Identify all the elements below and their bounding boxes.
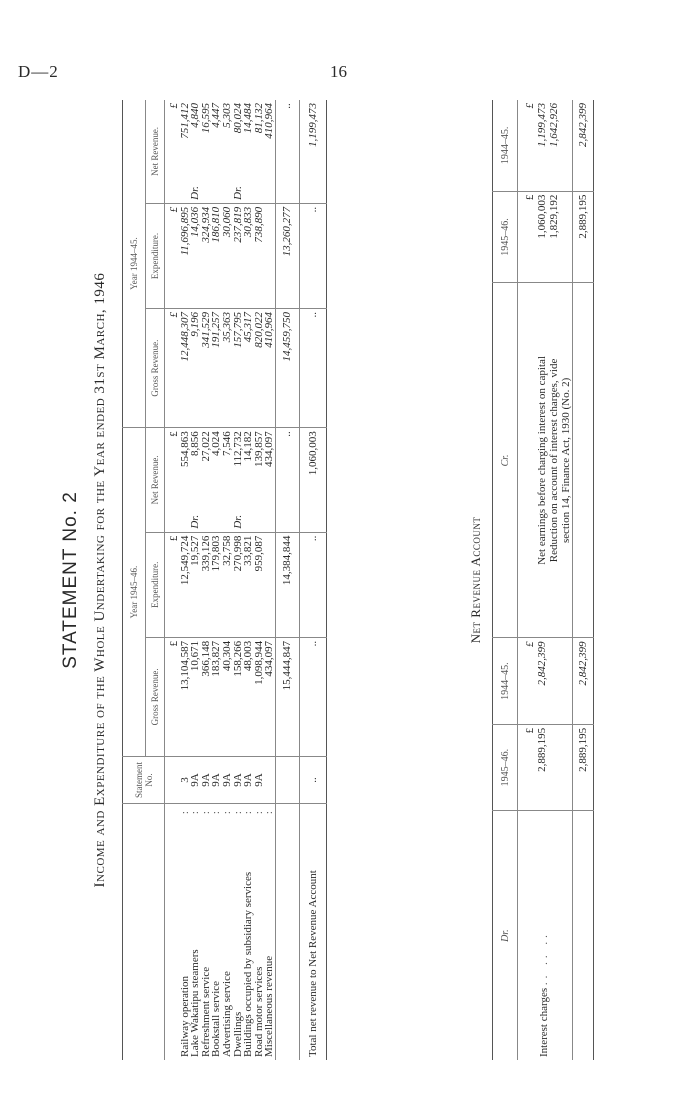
cr-1945-header: 1944–45. [493, 100, 518, 191]
expenditure-1946-value: 33,821 [242, 535, 255, 566]
interest-1946-cell: £ 2,889,195 [518, 724, 573, 810]
unit-symbol: £ [165, 203, 180, 308]
page-number: 16 [330, 62, 347, 81]
row-label-value: Lake Wakatipu steamers [189, 949, 202, 1057]
gross-1946-value: 183,827 [210, 640, 223, 677]
dr-1945-header: 1944–45. [493, 638, 518, 724]
dr-header: Dr. [493, 811, 518, 1060]
statement-title: STATEMENT No. 2 [60, 491, 81, 669]
income-expenditure-table [122, 100, 327, 1060]
expenditure-1945-value: 30,060 [220, 206, 233, 238]
row-label-value: Railway operation [178, 976, 191, 1057]
statement-no-value: 9A [220, 773, 233, 787]
net-revenue-1945-header: Net Revenue. [146, 100, 165, 203]
gross-1945-value: 9,196 [189, 312, 202, 337]
expenditure-1946-header: Expenditure. [146, 532, 165, 637]
cr-description: Net earnings before charging interest on capital Reduction on account of interest charges, vide section 14, Finance Act, 1930 (No. 2) [518, 283, 573, 638]
gross-1945-value: 820,022 [252, 312, 265, 348]
statement-no-value: 9A [252, 773, 265, 787]
gross-1946-value: 1,098,944 [252, 640, 265, 685]
row-label-value: Refreshment service [199, 966, 212, 1057]
total-expenditure-1946: 14,384,844 [275, 532, 299, 637]
debit-marker: Dr. [231, 514, 244, 529]
row-label: Lake Wakatipu steamers : [189, 807, 202, 1057]
expenditure-1945-value: 186,810 [210, 206, 223, 243]
row-label-value: Road motor services [252, 966, 265, 1057]
net-revenue-totals-row [573, 100, 594, 1060]
statement-subtitle: Income and Expenditure of the Whole Undertaking for the Year ended 31st March, 1946 [92, 272, 108, 888]
net-revenue-1946-header: Net Revenue. [146, 428, 165, 532]
table-row [222, 100, 233, 1060]
expenditure-1945-header: Expenditure. [146, 203, 165, 308]
expenditure-1946-value: 179,803 [210, 535, 223, 572]
debit-marker: Dr. [189, 186, 202, 200]
expenditure-1945 [254, 203, 265, 308]
gross-1946-value: 10,671 [189, 640, 202, 672]
total-gross-1945: 14,459,750 [275, 309, 299, 428]
net-1945-value: 410,964 [263, 103, 276, 139]
net-1945-value: 14,484 [242, 103, 255, 134]
expenditure-1946-value: 339,126 [199, 535, 212, 572]
gross-1946-value: 40,304 [220, 640, 233, 672]
net-1945-value: 80,024 [231, 103, 244, 134]
row-label: Dwellings : [231, 807, 244, 1057]
unit-symbol: £ [165, 532, 180, 637]
net-1945-value: 81,132 [252, 103, 265, 134]
net-1945 [264, 100, 275, 203]
gross-1946-value: 434,097 [263, 640, 276, 677]
cr-1946-cell: £ 1,060,003 1,829,192 [518, 191, 573, 283]
net-1946 [264, 428, 275, 532]
interest-1946: 2,889,195 [536, 727, 548, 772]
gross-1946 [264, 637, 275, 756]
gross-1945 [264, 309, 275, 428]
unit-symbol: £ [165, 428, 180, 532]
table-row [190, 100, 201, 1060]
cr-reduction-1945: 1,642,926 [548, 103, 560, 147]
unit-symbol: £ [165, 637, 180, 756]
net-revenue-account-table [492, 100, 594, 1060]
expenditure-1945-value: 324,934 [199, 206, 212, 243]
year-1945-46-header: Year 1945–46. [123, 428, 146, 757]
row-label: Railway operation : [178, 807, 191, 1057]
net-1946-value: 7,546 [220, 431, 233, 456]
row-label: Refreshment service : [199, 807, 212, 1057]
income-table-body [165, 100, 276, 1060]
gross-1946-value: 48,003 [242, 640, 255, 672]
expenditure-1946-value: 12,549,724 [178, 535, 191, 586]
expenditure-1946-value: 959,087 [252, 535, 265, 572]
dr-1946-header: 1945–46. [493, 724, 518, 810]
net-1945-value: 4,840 [189, 103, 202, 128]
gross-revenue-1946-header: Gross Revenue. [146, 637, 165, 756]
net-1946-value: 434,097 [263, 431, 276, 467]
document-code: D—2 [18, 62, 59, 81]
row-label: Bookstall service : [210, 807, 223, 1057]
cr-net-earnings-1946: 1,060,003 [536, 194, 548, 239]
cr-reduction-1946: 1,829,192 [548, 194, 560, 239]
gross-1945-value: 35,363 [220, 312, 233, 343]
total-net-1945: .. [275, 100, 299, 203]
net-1946-value: 554,863 [178, 431, 191, 467]
net-revenue-label: Total net revenue to Net Revenue Account [299, 804, 327, 1061]
net-1946-value: 139,857 [252, 431, 265, 467]
gross-1945-value: 410,964 [263, 312, 276, 348]
table-row [180, 100, 191, 1060]
expenditure-1945-value: 11,696,895 [178, 206, 191, 256]
table-row [211, 100, 222, 1060]
totals-row [275, 100, 299, 1060]
net-1946-value: 27,022 [199, 431, 212, 462]
net-1945-value: 4,447 [210, 103, 223, 128]
total-cr-1946: 2,889,195 [573, 191, 594, 283]
year-1944-45-header: Year 1944–45. [123, 100, 146, 428]
label-column-header [123, 804, 165, 1061]
cr-1945-cell: £ 1,199,473 1,642,926 [518, 100, 573, 191]
cr-header: Cr. [493, 283, 518, 638]
gross-1946-value: 366,148 [199, 640, 212, 677]
total-dr-1945: 2,842,399 [573, 638, 594, 724]
statement-no-value: 9A [242, 773, 255, 787]
row-label: Advertising service : [220, 807, 233, 1057]
net-revenue-row: Total net revenue to Net Revenue Account .. .. .. 1,060,003 .. .. 1,199,473 [299, 100, 327, 1060]
expenditure-1946 [254, 532, 265, 637]
net-1945-value: 751,412 [178, 103, 191, 139]
net-1946-value: 112,732 [231, 431, 244, 467]
gross-1945-value: 341,529 [199, 312, 212, 348]
interest-1945-cell: £ 2,842,399 [518, 638, 573, 724]
total-dr-1946: 2,889,195 [573, 724, 594, 810]
net-1946-value: 4,024 [210, 431, 223, 456]
cr-1946-header: 1945–46. [493, 191, 518, 283]
gross-revenue-1945-header: Gross Revenue. [146, 309, 165, 428]
expenditure-1945-value: 30,833 [242, 206, 255, 238]
expenditure-1945-value: 14,036 [189, 206, 202, 238]
row-label: Road motor services : [252, 807, 265, 1057]
gross-1946-value: 13,104,587 [178, 640, 191, 691]
total-expenditure-1945: 13,260,277 [275, 203, 299, 308]
table-row [201, 100, 212, 1060]
row-label: Miscellaneous revenue : [263, 807, 276, 1057]
row-label-value: Dwellings [231, 1011, 244, 1057]
net-revenue-1946: 1,060,003 [299, 428, 327, 532]
expenditure-1945 [264, 203, 275, 308]
expenditure-1946-value: 32,758 [220, 535, 233, 566]
unit-symbol: £ [165, 100, 180, 203]
table-row [243, 100, 254, 1060]
statement-no-value: 9A [210, 773, 223, 787]
expenditure-1945-value: 237,819 [231, 206, 244, 243]
statement-no-value: 9A [189, 773, 202, 787]
net-1946-value: 8,856 [189, 431, 202, 456]
statement-no-value: 9A [231, 773, 244, 787]
row-label-value: Advertising service [220, 971, 233, 1057]
gross-1945-value: 191,257 [210, 312, 223, 348]
total-gross-1946: 15,444,847 [275, 637, 299, 756]
gross-1945-value: 12,448,307 [178, 312, 191, 362]
net-revenue-1945: 1,199,473 [299, 100, 327, 203]
row-label: Buildings occupied by subsidiary services : [242, 807, 255, 1057]
row-label-value: Buildings occupied by subsidiary services [242, 871, 255, 1057]
table-row [264, 100, 275, 1060]
statement-no [254, 757, 265, 804]
interest-1945: 2,842,399 [536, 641, 548, 686]
statement-no-value: 3 [178, 777, 191, 783]
expenditure-1945-value: 738,890 [252, 206, 265, 243]
expenditure-1946-value: 19,527 [189, 535, 202, 566]
table-row [254, 100, 265, 1060]
total-cr-1945: 2,842,399 [573, 100, 594, 191]
statement-no [264, 757, 275, 804]
total-net-1946: .. [275, 428, 299, 532]
statement-no-header: Statement No. [123, 757, 165, 804]
rotated-sheet [60, 100, 660, 1060]
net-1946-value: 14,182 [242, 431, 255, 462]
net-revenue-account-title: Net Revenue Account [468, 516, 483, 644]
net-1945-value: 5,303 [220, 103, 233, 128]
gross-1946-value: 158,266 [231, 640, 244, 677]
cr-net-earnings-1945: 1,199,473 [536, 103, 548, 147]
debit-marker: Dr. [189, 514, 202, 529]
units-row [165, 100, 180, 1060]
expenditure-1946 [264, 532, 275, 637]
row-label-value: Miscellaneous revenue [263, 955, 276, 1057]
unit-symbol: £ [165, 309, 180, 428]
debit-marker: Dr. [231, 186, 244, 200]
interest-charges-label: Interest charges .. .. .. [538, 931, 550, 1057]
expenditure-1946-value: 270,998 [231, 535, 244, 572]
row-label-value: Bookstall service [210, 980, 223, 1057]
statement-no-value: 9A [199, 773, 212, 787]
gross-1945-value: 45,317 [242, 312, 255, 343]
interest-row [518, 100, 573, 1060]
net-1945-value: 16,595 [199, 103, 212, 134]
gross-1945-value: 157,795 [231, 312, 244, 348]
